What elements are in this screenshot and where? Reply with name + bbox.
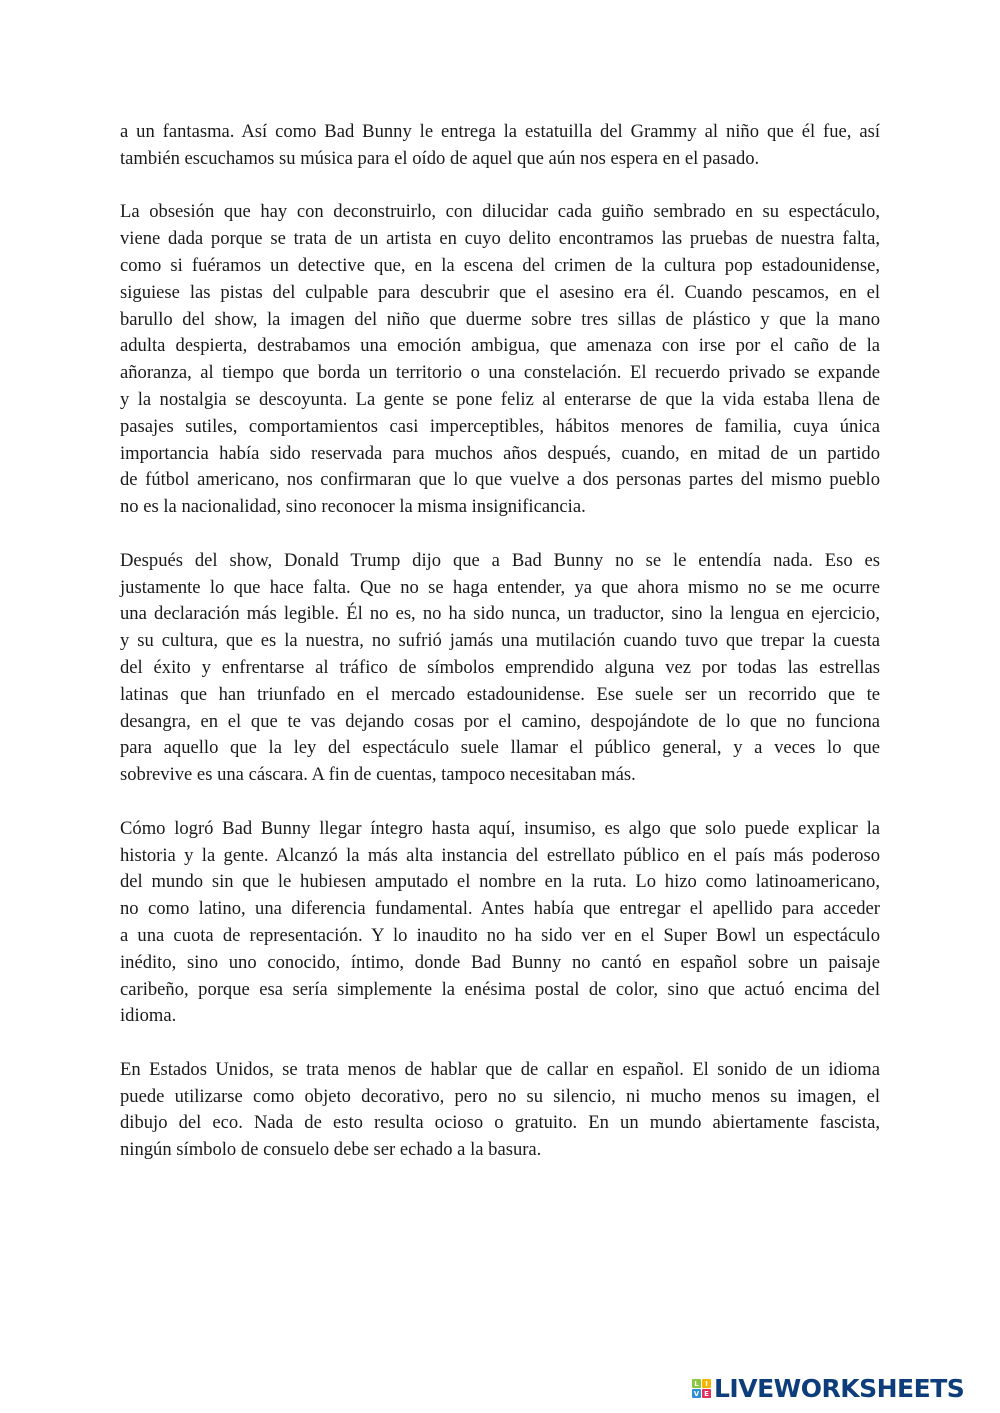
text-line: adulta despierta, destrabamos una emoción ambigua, que amenaza con irse por el caño de la	[120, 335, 880, 357]
text-line: Después del show, Donald Trump dijo que a Bad Bunny no se le entendía nada. Eso es	[120, 549, 880, 571]
text-line: importancia había sido reservada para muchos años después, cuando, en mitad de un partido	[120, 442, 880, 464]
badge-letter: L	[692, 1379, 701, 1388]
text-line: barullo del show, la imagen del niño que duerme sobre tres sillas de plástico y que la mano	[120, 308, 880, 330]
text-line: inédito, sino uno conocido, íntimo, donde Bad Bunny no cantó en español sobre un paisaje	[120, 951, 880, 973]
text-line: puede utilizarse como objeto decorativo, pero no su silencio, ni mucho menos su imagen, el	[120, 1085, 880, 1107]
text-line: a un fantasma. Así como Bad Bunny le entrega la estatuilla del Grammy al niño que él fue, así	[120, 121, 880, 142]
paragraph	[120, 1057, 880, 1164]
text-line: caribeño, porque esa sería simplemente la enésima postal de color, sino que actuó encima del	[120, 978, 880, 1000]
text-line: En Estados Unidos, se trata menos de hablar que de callar en español. El sonido de un idioma	[120, 1058, 880, 1080]
text-line: también escuchamos su música para el oído de aquel que aún nos espera en el pasado.	[120, 147, 760, 169]
text-line: una declaración más legible. Él no es, no ha sido nunca, un traductor, sino la lengua en ejercicio,	[120, 603, 880, 625]
text-line: del éxito y enfrentarse al tráfico de símbolos emprendido alguna vez por todas las estrellas	[120, 656, 880, 678]
text-line: dibujo del eco. Nada de esto resulta ocioso o gratuito. En un mundo abiertamente fascista,	[120, 1112, 880, 1134]
text-line: como si fuéramos un detective que, en la escena del crimen de la cultura pop estadounidense,	[120, 254, 880, 276]
text-line: siguiese las pistas del culpable para descubrir que el asesino era él. Cuando pescamos, en el	[120, 281, 880, 303]
text-line: viene dada porque se trata de un artista en cuyo delito encontramos las pruebas de nuestra falta,	[120, 228, 880, 250]
paragraph	[120, 119, 880, 173]
badge-letter: I	[702, 1379, 711, 1388]
badge-letter: V	[693, 1389, 700, 1398]
document-body	[120, 119, 880, 1191]
badge-letter: E	[702, 1389, 711, 1398]
logo-text: LIVEWORKSHEETS	[714, 1374, 965, 1403]
text-line: añoranza, al tiempo que borda un territorio o una constelación. El recuerdo privado se expande	[120, 362, 880, 384]
live-badge-icon	[692, 1379, 711, 1398]
text-line: para aquello que la ley del espectáculo suele llamar el público general, y a veces lo que	[120, 737, 880, 759]
text-line: y la nostalgia se descoyunta. La gente se pone feliz al enterarse de que la vida estaba llena de	[120, 388, 880, 410]
text-line: no como latino, una diferencia fundamental. Antes había que entregar el apellido para acceder	[120, 898, 880, 920]
paragraph	[120, 816, 880, 1030]
text-line: desangra, en el que te vas dejando cosas por el camino, despojándote de lo que no funciona	[120, 710, 880, 732]
paragraph	[120, 548, 880, 789]
text-line: sobrevive es una cáscara. A fin de cuentas, tampoco necesitaban más.	[120, 764, 636, 786]
liveworksheets-logo	[692, 1376, 964, 1401]
text-line: a una cuota de representación. Y lo inaudito no ha sido ver en el Super Bowl un espectáculo	[120, 924, 880, 946]
text-line: del mundo sin que le hubiesen amputado el nombre en la ruta. Lo hizo como latinoamericano,	[120, 871, 880, 893]
text-line: La obsesión que hay con deconstruirlo, con dilucidar cada guiño sembrado en su espectáculo,	[120, 201, 880, 223]
text-line: latinas que han triunfado en el mercado estadounidense. Ese suele ser un recorrido que te	[120, 683, 880, 705]
text-line: no es la nacionalidad, sino reconocer la misma insignificancia.	[120, 496, 586, 518]
text-line: de fútbol americano, nos confirmaran que lo que vuelve a dos personas partes del mismo pueblo	[120, 469, 880, 491]
text-line: y su cultura, que es la nuestra, no sufrió jamás una mutilación cuando tuvo que trepar la cuesta	[120, 630, 880, 652]
text-line: idioma.	[120, 1005, 177, 1027]
text-line: pasajes sutiles, comportamientos casi imperceptibles, hábitos menores de familia, cuya única	[120, 415, 880, 437]
text-line: ningún símbolo de consuelo debe ser echado a la basura.	[120, 1139, 542, 1161]
text-line: historia y la gente. Alcanzó la más alta instancia del estrellato público en el país más poderoso	[120, 844, 880, 866]
text-line: Cómo logró Bad Bunny llegar íntegro hasta aquí, insumiso, es algo que solo puede explicar la	[120, 817, 880, 839]
paragraph	[120, 199, 880, 521]
text-line: justamente lo que hace falta. Que no se haga entender, ya que ahora mismo no se me ocurre	[120, 576, 880, 598]
